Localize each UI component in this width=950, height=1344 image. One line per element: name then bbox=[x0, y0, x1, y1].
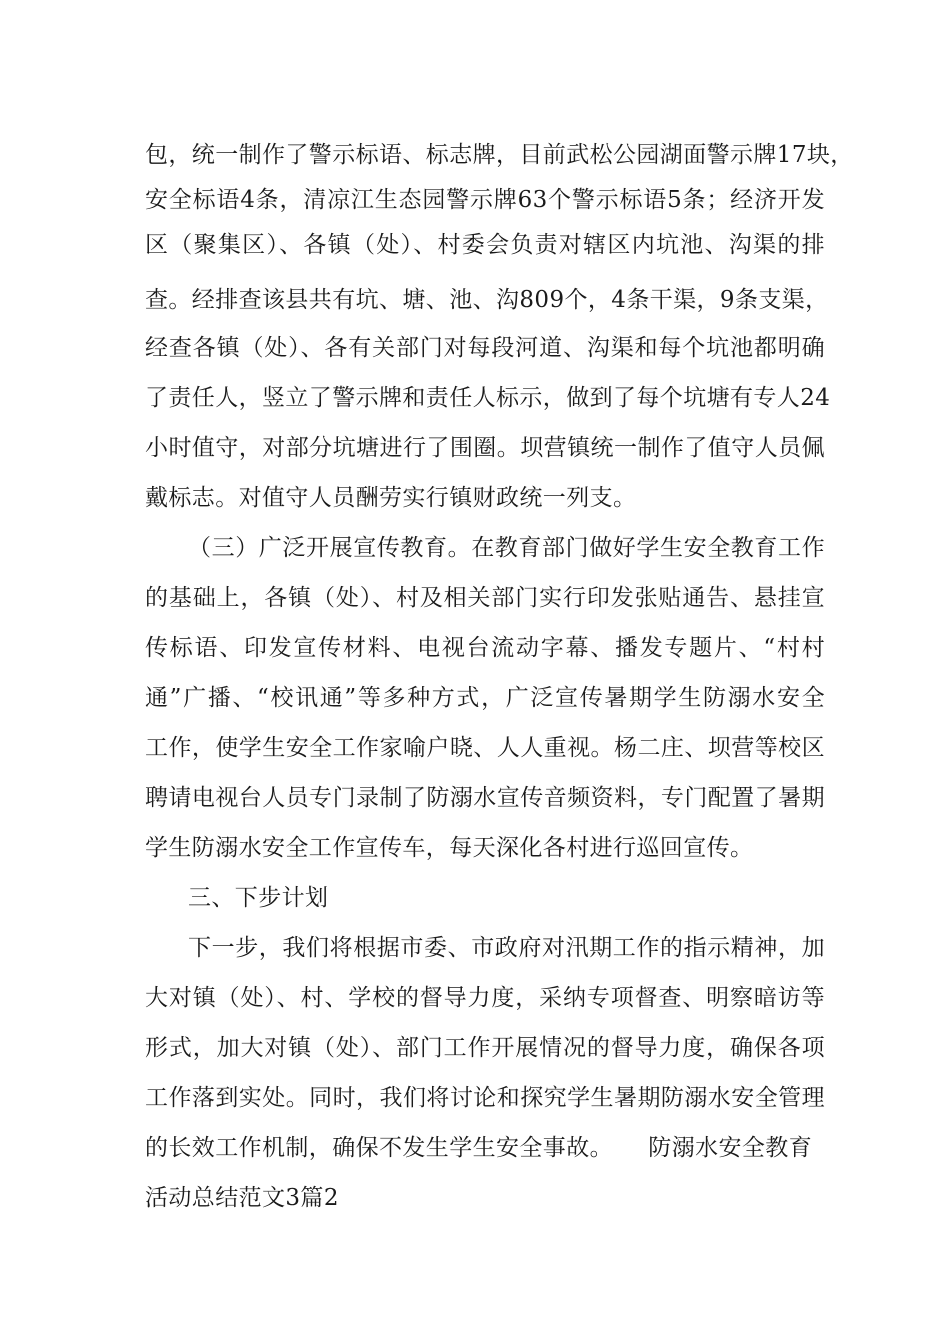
paragraph-line: 的长效工作机制，确保不发生学生安全事故。 防溺水安全教育 bbox=[145, 1135, 813, 1161]
section-heading-line: （三）广泛开展宣传教育。在教育部门做好学生安全教育工作 bbox=[188, 535, 825, 561]
paragraph-line: 了责任人，竖立了警示牌和责任人标示，做到了每个坑塘有专人24 bbox=[145, 385, 831, 411]
paragraph-line: 聘请电视台人员专门录制了防溺水宣传音频资料，专门配置了暑期 bbox=[145, 785, 825, 811]
paragraph-line: 学生防溺水安全工作宣传车，每天深化各村进行巡回宣传。 bbox=[145, 835, 754, 861]
paragraph-line: 区（聚集区）、各镇（处）、村委会负责对辖区内坑池、沟渠的排 bbox=[145, 232, 825, 258]
paragraph-line: 传标语、印发宣传材料、电视台流动字幕、播发专题片、“村村 bbox=[145, 635, 825, 661]
paragraph-line: 下一步，我们将根据市委、市政府对汛期工作的指示精神，加 bbox=[188, 935, 825, 961]
paragraph-line: 大对镇（处）、村、学校的督导力度，采纳专项督查、明察暗访等 bbox=[145, 985, 825, 1011]
paragraph-line: 活动总结范文3篇2 bbox=[145, 1185, 339, 1211]
paragraph-line: 形式，加大对镇（处）、部门工作开展情况的督导力度，确保各项 bbox=[145, 1035, 825, 1061]
paragraph-line: 工作，使学生安全工作家喻户晓、人人重视。杨二庄、坝营等校区 bbox=[145, 735, 825, 761]
paragraph-line: 的基础上，各镇（处）、村及相关部门实行印发张贴通告、悬挂宣 bbox=[145, 585, 825, 611]
paragraph-line: 工作落到实处。同时，我们将讨论和探究学生暑期防溺水安全管理 bbox=[145, 1085, 825, 1111]
paragraph-line: 包，统一制作了警示标语、标志牌，目前武松公园湖面警示牌17块， bbox=[145, 142, 854, 168]
paragraph-line: 戴标志。对值守人员酬劳实行镇财政统一列支。 bbox=[145, 485, 637, 511]
paragraph-line: 经查各镇（处）、各有关部门对每段河道、沟渠和每个坑池都明确 bbox=[145, 335, 825, 361]
paragraph-line: 安全标语4条，清凉江生态园警示牌63个警示标语5条；经济开发 bbox=[145, 187, 825, 213]
paragraph-line: 查。经排查该县共有坑、塘、池、沟809个，4条干渠，9条支渠， bbox=[145, 287, 829, 313]
paragraph-line: 通”广播、“校讯通”等多种方式，广泛宣传暑期学生防溺水安全 bbox=[145, 685, 825, 711]
section-heading: 三、下步计划 bbox=[188, 885, 329, 911]
paragraph-line: 小时值守，对部分坑塘进行了围圈。坝营镇统一制作了值守人员佩 bbox=[145, 435, 825, 461]
